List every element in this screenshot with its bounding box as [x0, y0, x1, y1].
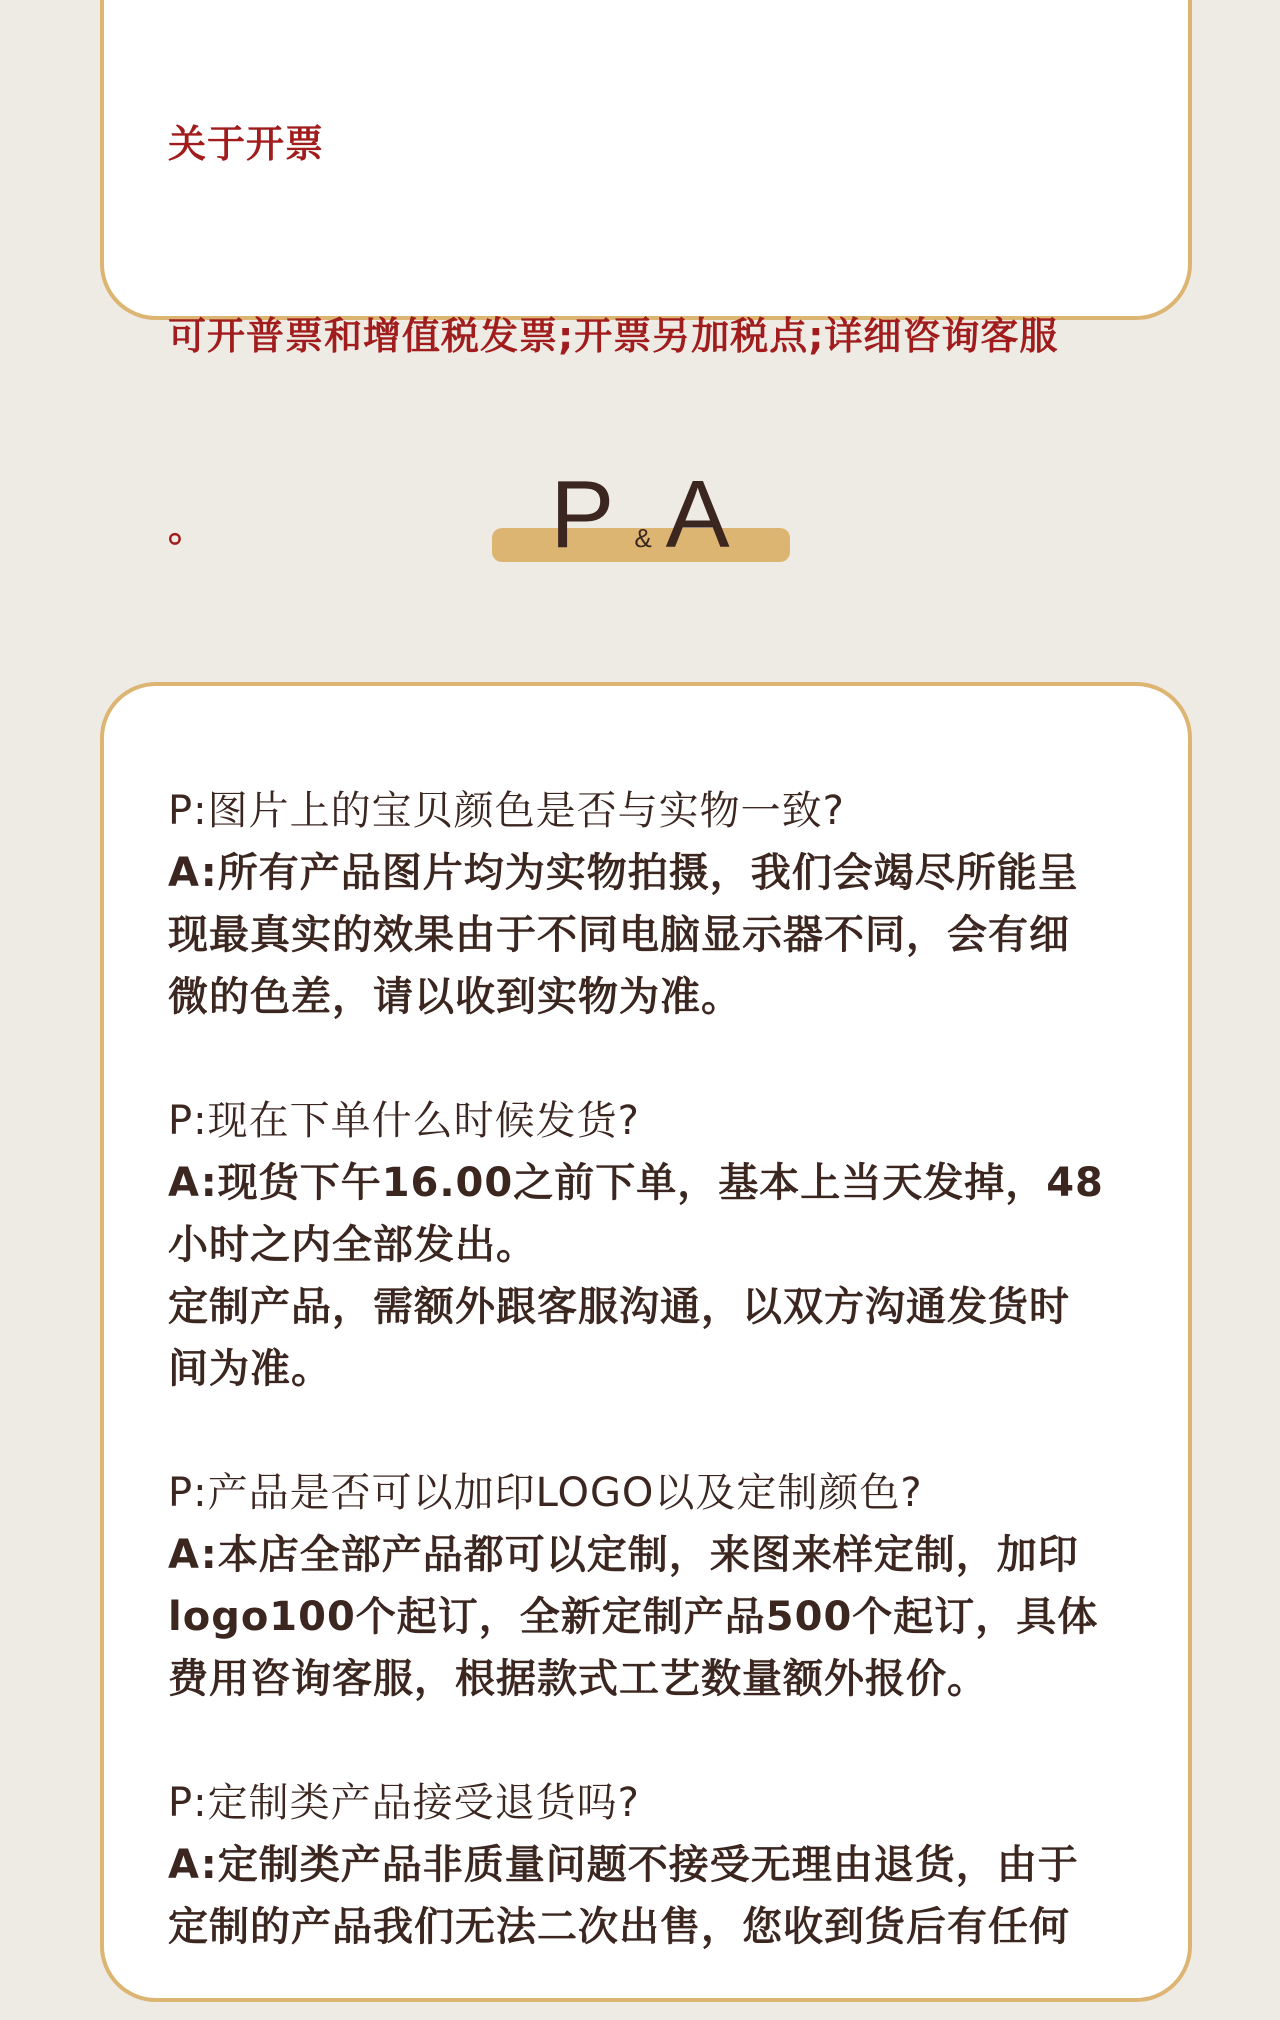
faq-question: P:产品是否可以加印LOGO以及定制颜色? [168, 1470, 923, 1516]
invoice-title: 关于开票 [168, 122, 325, 166]
faq-question: P:现在下单什么时候发货? [168, 1098, 640, 1144]
faq-question: P:图片上的宝贝颜色是否与实物一致? [168, 788, 845, 834]
faq-answer-line: 现最真实的效果由于不同电脑显示器不同，会有细 [168, 912, 1070, 958]
faq-answer-line: A:定制类产品非质量问题不接受无理由退货，由于 [168, 1842, 1079, 1888]
faq-answer-line: 费用咨询客服，根据款式工艺数量额外报价。 [168, 1656, 988, 1702]
faq-answer-line: A:现货下午16.00之前下单，基本上当天发掉，48 [168, 1160, 1104, 1206]
invoice-line: 。 [168, 506, 208, 550]
faq-answer-line: 微的色差，请以收到实物为准。 [168, 974, 742, 1020]
pa-heading-p: P [550, 461, 615, 568]
faq-answer-line: 定制的产品我们无法二次出售，您收到货后有任何 [168, 1904, 1070, 1950]
faq-answer-line: 间为准。 [168, 1346, 332, 1392]
invoice-line: 可开普票和增值税发票;开票另加税点;详细咨询客服 [168, 314, 1059, 358]
faq-answer-line: 定制产品，需额外跟客服沟通，以双方沟通发货时 [168, 1284, 1070, 1330]
faq-card [100, 682, 1192, 2002]
faq-list [168, 780, 1124, 2020]
faq-item [168, 1772, 1124, 1958]
faq-item [168, 1462, 1124, 1710]
pa-heading-a: A [665, 461, 730, 568]
faq-item [168, 1090, 1124, 1400]
faq-answer-line: 小时之内全部发出。 [168, 1222, 537, 1268]
pa-heading-text [0, 460, 1280, 593]
faq-answer-line: A:本店全部产品都可以定制，来图来样定制，加印 [168, 1532, 1079, 1578]
invoice-card [100, 0, 1192, 550]
faq-answer-line: A:所有产品图片均为实物拍摄，我们会竭尽所能呈 [168, 850, 1079, 896]
faq-item [168, 780, 1124, 1028]
faq-answer-line: logo100个起订，全新定制产品500个起订，具体 [168, 1594, 1099, 1640]
faq-question: P:定制类产品接受退货吗? [168, 1780, 640, 1826]
pa-section-heading [0, 460, 1280, 580]
pa-heading-ampersand: & [634, 523, 652, 553]
